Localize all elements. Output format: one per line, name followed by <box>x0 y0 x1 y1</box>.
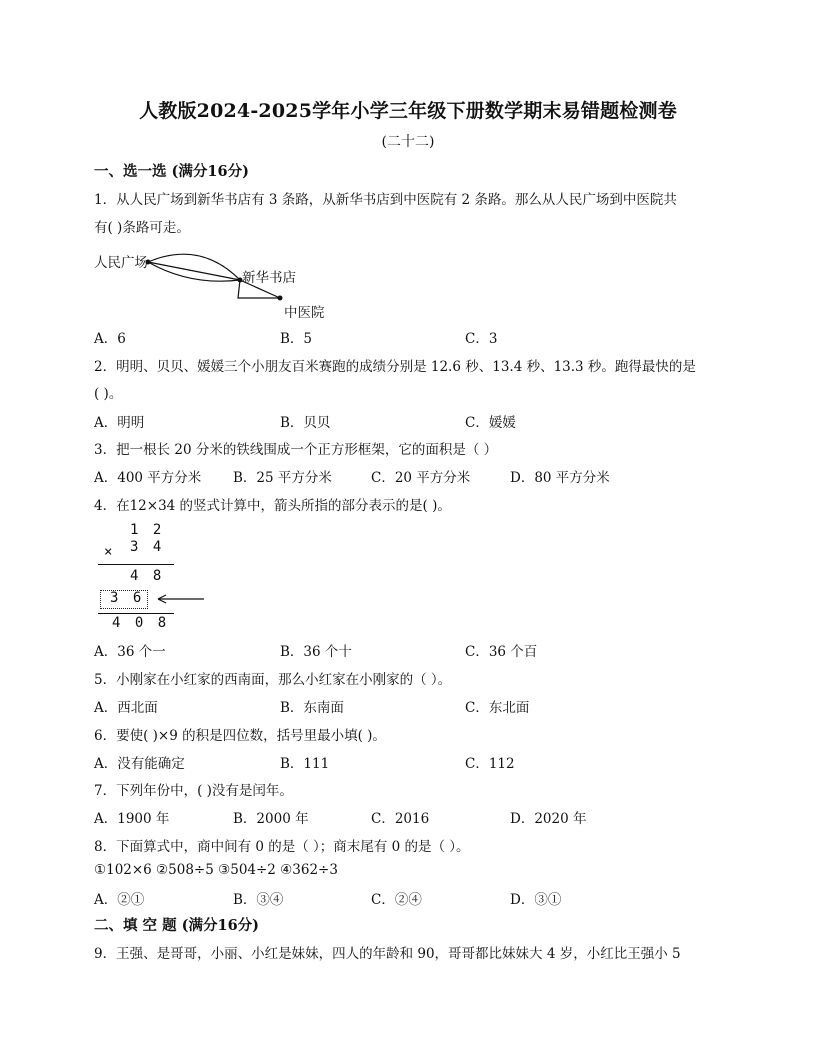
vertical-multiplication <box>94 522 214 632</box>
question-1-text-cont: 有( )条路可走。 <box>94 220 190 236</box>
node-c <box>278 296 283 301</box>
section-heading-2: 二、填 空 题 (满分16分) <box>94 917 260 934</box>
route-path-2 <box>148 262 240 280</box>
vm-row-1: 1 2 <box>130 522 165 538</box>
vm-row-4: 3 6 <box>110 590 145 606</box>
question-1-text: 1．从人民广场到新华书店有 3 条路，从新华书店到中医院有 2 条路。那么从人民广场到中医院共 <box>94 192 677 208</box>
vm-row-5: 4 0 8 <box>112 615 170 631</box>
label-xinhua-bookstore: 新华书店 <box>242 270 296 286</box>
vm-line-2 <box>98 613 174 614</box>
question-8-text: 8．下面算式中，商中间有 0 的是（ ）；商末尾有 0 的是（ ）。 <box>94 839 470 855</box>
label-renmin-square: 人民广场 <box>94 255 148 271</box>
question-5-text: 5．小刚家在小红家的西南面，那么小红家在小刚家的（ ）。 <box>94 672 452 688</box>
question-2-text-cont: ( )。 <box>94 386 123 402</box>
q5-option-a[interactable]: A．西北面 <box>94 700 158 716</box>
q6-option-a[interactable]: A．没有能确定 <box>94 756 185 772</box>
q3-option-a[interactable]: A．400 平方分米 <box>94 470 202 486</box>
q7-option-c[interactable]: C．2016 <box>371 811 430 827</box>
q4-option-b[interactable]: B．36 个十 <box>280 644 352 660</box>
q5-option-b[interactable]: B．东南面 <box>280 700 344 716</box>
q4-option-a[interactable]: A．36 个一 <box>94 644 166 660</box>
vm-row-3: 4 8 <box>130 568 165 584</box>
route-path-1 <box>148 254 240 280</box>
question-9-text: 9．王强、是哥哥，小丽、小红是妹妹，四人的年龄和 90，哥哥都比妹妹大 4 岁，小红比王强小 5 <box>94 946 681 962</box>
q1-option-b[interactable]: B．5 <box>280 331 313 347</box>
question-6-text: 6．要使( )×9 的积是四位数，括号里最小填( )。 <box>94 728 386 744</box>
arrow-left-icon <box>154 592 206 606</box>
vm-row-2: 3 4 <box>130 539 165 555</box>
question-2-text: 2．明明、贝贝、媛媛三个小朋友百米赛跑的成绩分别是 12.6 秒、13.4 秒、13.3 秒。跑得最快的是 <box>94 359 696 375</box>
page-subtitle: (二十二) <box>381 134 435 150</box>
q4-option-c[interactable]: C．36 个百 <box>465 644 538 660</box>
q3-option-d[interactable]: D．80 平方分米 <box>510 470 610 486</box>
q7-option-d[interactable]: D．2020 年 <box>510 811 587 827</box>
q8-option-d[interactable]: D．③① <box>510 892 562 908</box>
q2-option-c[interactable]: C．媛媛 <box>465 415 516 431</box>
page-title: 人教版2024-2025学年小学三年级下册数学期末易错题检测卷 <box>139 100 677 122</box>
q3-option-b[interactable]: B．25 平方分米 <box>233 470 332 486</box>
label-chinese-hospital: 中医院 <box>284 305 325 321</box>
q1-option-a[interactable]: A．6 <box>94 331 126 347</box>
q8-option-a[interactable]: A．②① <box>94 892 145 908</box>
q8-option-b[interactable]: B．③④ <box>233 892 284 908</box>
section-heading-1: 一、选一选 (满分16分) <box>94 163 249 180</box>
q7-option-b[interactable]: B．2000 年 <box>233 811 309 827</box>
vm-times-sign: × <box>104 544 116 560</box>
q1-option-c[interactable]: C．3 <box>465 331 498 347</box>
q2-option-a[interactable]: A．明明 <box>94 415 145 431</box>
vm-line-1 <box>98 564 174 565</box>
q7-option-a[interactable]: A．1900 年 <box>94 811 170 827</box>
q2-option-b[interactable]: B．贝贝 <box>280 415 331 431</box>
question-3-text: 3．把一根长 20 分米的铁线围成一个正方形框架，它的面积是（ ） <box>94 442 498 458</box>
question-7-text: 7．下列年份中，( )没有是闰年。 <box>94 783 293 799</box>
question-8-expressions: ①102×6 ②508÷5 ③504÷2 ④362÷3 <box>94 862 338 878</box>
q5-option-c[interactable]: C．东北面 <box>465 700 530 716</box>
q6-option-c[interactable]: C．112 <box>465 756 515 772</box>
q3-option-c[interactable]: C．20 平方分米 <box>371 470 471 486</box>
q6-option-b[interactable]: B．111 <box>280 756 330 772</box>
q8-option-c[interactable]: C．②④ <box>371 892 422 908</box>
question-4-text: 4．在12×34 的竖式计算中，箭头所指的部分表示的是( )。 <box>94 498 451 514</box>
